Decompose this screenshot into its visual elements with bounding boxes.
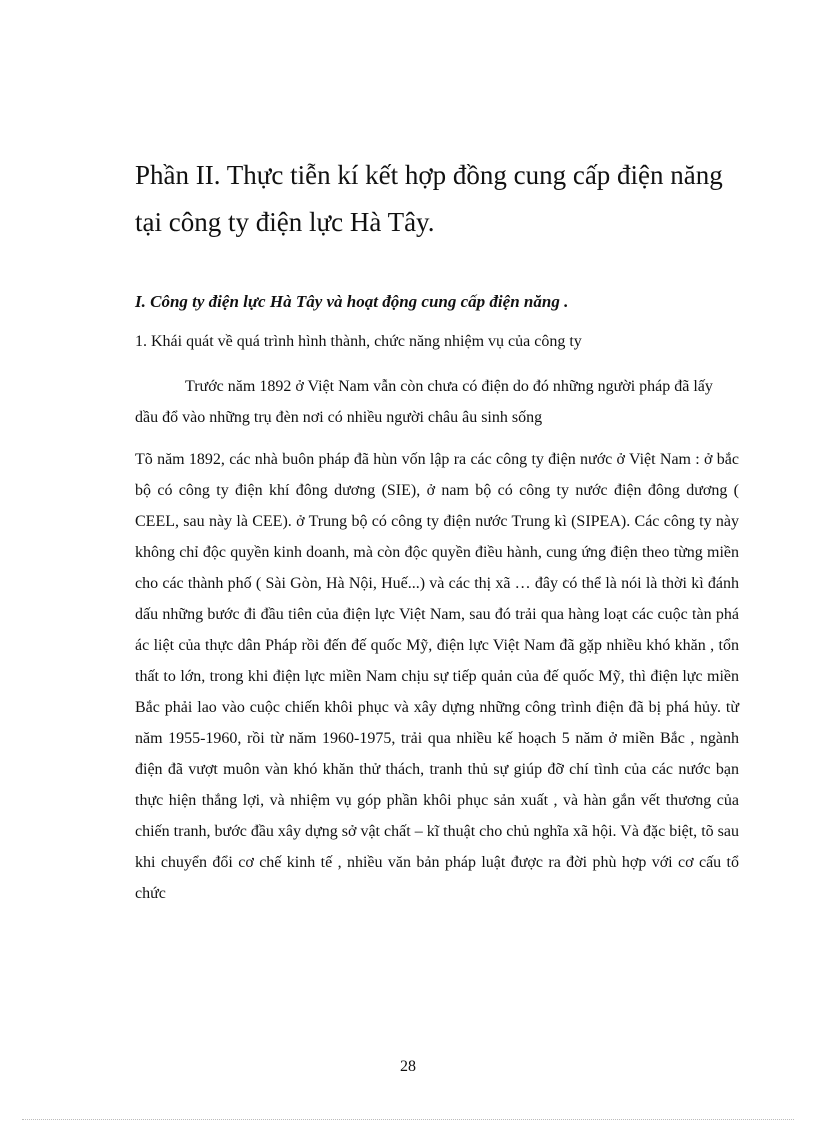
page-title: Phần II. Thực tiễn kí kết hợp đồng cung cấp điện năng tại công ty điện lực Hà Tây. xyxy=(135,160,723,237)
subsection-heading: 1. Khái quát về quá trình hình thành, chức năng nhiệm vụ của công ty xyxy=(135,333,582,350)
paragraph-1: Trước năm 1892 ở Việt Nam vẫn còn chưa có điện do đó những người pháp đã lấy dầu đổ vào những trụ đèn nơi có nhiều người châu âu sinh sống xyxy=(135,378,713,426)
page-bottom-divider xyxy=(22,1119,794,1120)
page-number: 28 xyxy=(400,1058,416,1075)
paragraph-2: Tõ năm 1892, các nhà buôn pháp đã hùn vốn lập ra các công ty điện nước ở Việt Nam : ở bắc bộ có công ty điện khí đông dương (SIE), ở nam bộ có công ty nước điện đông dương ( CEEL, sau này là CEE). ở Trung bộ có công ty điện nước Trung kì (SIPEA). Các công ty này không chỉ độc quyền kinh doanh, mà còn độc quyền điều hành, cung ứng điện theo từng miền cho các thành phố ( Sài Gòn, Hà Nội, Huế...) và các thị xã … đây có thể là nói là thời kì đánh dấu những bước đi đầu tiên của điện lực Việt Nam, sau đó trải qua hàng loạt các cuộc tàn phá ác liệt của thực dân Pháp rồi đến đế quốc Mỹ, điện lực Việt Nam đã gặp nhiều khó khăn , tổn thất to lớn, trong khi điện lực miền Nam chịu sự tiếp quản của đế quốc Mỹ, thì điện lực miền Bắc phải lao vào cuộc chiến khôi phục và xây dựng những công trình điện đã bị phá hủy. từ năm 1955-1960, rồi từ năm 1960-1975, trải qua nhiều kế hoạch 5 năm ở miền Bắc , ngành điện đã vượt muôn vàn khó khăn thử thách, tranh thủ sự giúp đỡ chí tình của các nước bạn thực hiện thắng lợi, và nhiệm vụ góp phần khôi phục sản xuất , và hàn gắn vết thương của chiến tranh, bước đầu xây dựng sở vật chất – kĩ thuật cho chủ nghĩa xã hội. Và đặc biệt, tõ sau khi chuyển đổi cơ chế kinh tế , nhiều văn bản pháp luật được ra đời phù hợp với cơ cấu tổ chức xyxy=(135,451,739,902)
section-heading: I. Công ty điện lực Hà Tây và hoạt động cung cấp điện năng . xyxy=(135,292,569,311)
